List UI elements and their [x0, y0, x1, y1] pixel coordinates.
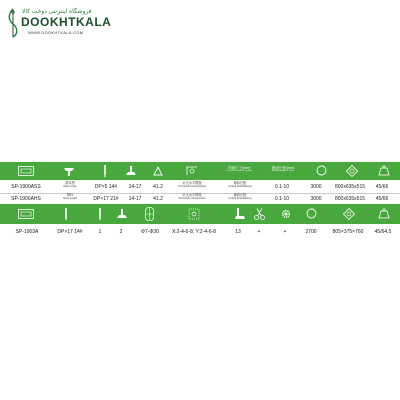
- header-band-1: [0, 162, 400, 180]
- hook-cell: 倾斜长梭 Vertical Shaft Basking: [228, 181, 252, 188]
- weight-icon: [378, 208, 390, 219]
- sewing-area-icon: [153, 166, 163, 176]
- brand-url: WWW.DOOKHTKALA.COM: [28, 30, 84, 35]
- type-cell: 基本型 Basic model: [63, 181, 77, 188]
- presser-foot-icon: [234, 208, 246, 220]
- size-cell: 800x635x515: [334, 184, 366, 190]
- plus-cell: +: [257, 229, 261, 235]
- presser-foot-icon: [63, 165, 75, 177]
- gear-icon: [280, 208, 292, 220]
- presser-cell: 41.2: [153, 184, 163, 190]
- feed-cell: 针式水平摆梭 Horizontal hook(standard): [178, 193, 206, 200]
- model-cell: SP-1900AHS: [11, 196, 41, 202]
- feed-cell: 针式水平摆梭 Horizontal hook(standard): [178, 181, 206, 188]
- stitch-cell: 0.1-10: [274, 196, 290, 202]
- size-cell: 800x635x515: [334, 196, 366, 202]
- weight-cell: 45/66: [375, 196, 389, 202]
- stitch-cell: 0.1-10: [274, 184, 290, 190]
- brand-name: DOOKHTKALA: [21, 15, 112, 29]
- count-cell: 13: [235, 229, 241, 235]
- model-cell: SP-1900ASS: [11, 184, 41, 190]
- header-band-2: [0, 204, 400, 224]
- speed-icon: [306, 208, 317, 219]
- pattern-icon: [186, 166, 198, 176]
- sewing-area-header: 可缝尺寸(mm) Can be the size of sewing: [226, 166, 252, 172]
- model-cell: SP-1903A: [15, 229, 39, 235]
- hook-cell: 倾斜长梭 Vertical Shaft Basking: [228, 193, 252, 200]
- machine-icon: [18, 166, 34, 176]
- brand-persian-name: فروشگاه اینترنتی دوخت کالا: [22, 9, 92, 15]
- bobbin-icon: [117, 209, 127, 219]
- needle-cell: DP×5 14#: [94, 184, 118, 190]
- weight-icon: [378, 165, 390, 176]
- size-cell: 805×375×760: [332, 229, 364, 235]
- speed-cell: 3000: [310, 184, 322, 190]
- weight-cell: 45/64.5: [374, 229, 392, 235]
- coords-cell: X:2-4-6-8; Y:2-4-6-8: [171, 229, 217, 235]
- speed-icon: [316, 165, 327, 176]
- needle-range-cell: 14-17: [128, 184, 142, 190]
- size-icon: [343, 208, 355, 220]
- thread-icon: [98, 208, 102, 220]
- col1-cell: 1: [98, 229, 102, 235]
- presser-cell: 41.2: [153, 196, 163, 202]
- stitch-icon: [126, 166, 136, 176]
- stitch-area-icon: [188, 208, 200, 220]
- col2-cell: 2: [119, 229, 123, 235]
- needle-range-cell: 14-17: [128, 196, 142, 202]
- diameter-cell: Φ7-Φ30: [141, 229, 159, 235]
- brand-logo: [6, 8, 116, 38]
- needle-cell: DP×17 14#: [57, 229, 83, 235]
- stitch-length-header: 缝迹长度(mm) Sewing length of stitch: [271, 166, 295, 172]
- type-cell: 厚料 Heavy weight: [62, 193, 78, 200]
- speed-cell: 3000: [310, 196, 322, 202]
- scissors-icon: [254, 208, 265, 220]
- weight-cell: 45/66: [375, 184, 389, 190]
- needle-icon: [64, 208, 68, 220]
- speed-cell: 2700: [305, 229, 317, 235]
- needle-logo-icon: [6, 8, 20, 38]
- pattern-grid-icon: [145, 207, 154, 221]
- machine-icon: [18, 209, 34, 219]
- plus-cell: +: [283, 229, 287, 235]
- needle-cell: DP×17 21#: [93, 196, 119, 202]
- needle-icon: [103, 165, 107, 177]
- size-icon: [346, 165, 358, 177]
